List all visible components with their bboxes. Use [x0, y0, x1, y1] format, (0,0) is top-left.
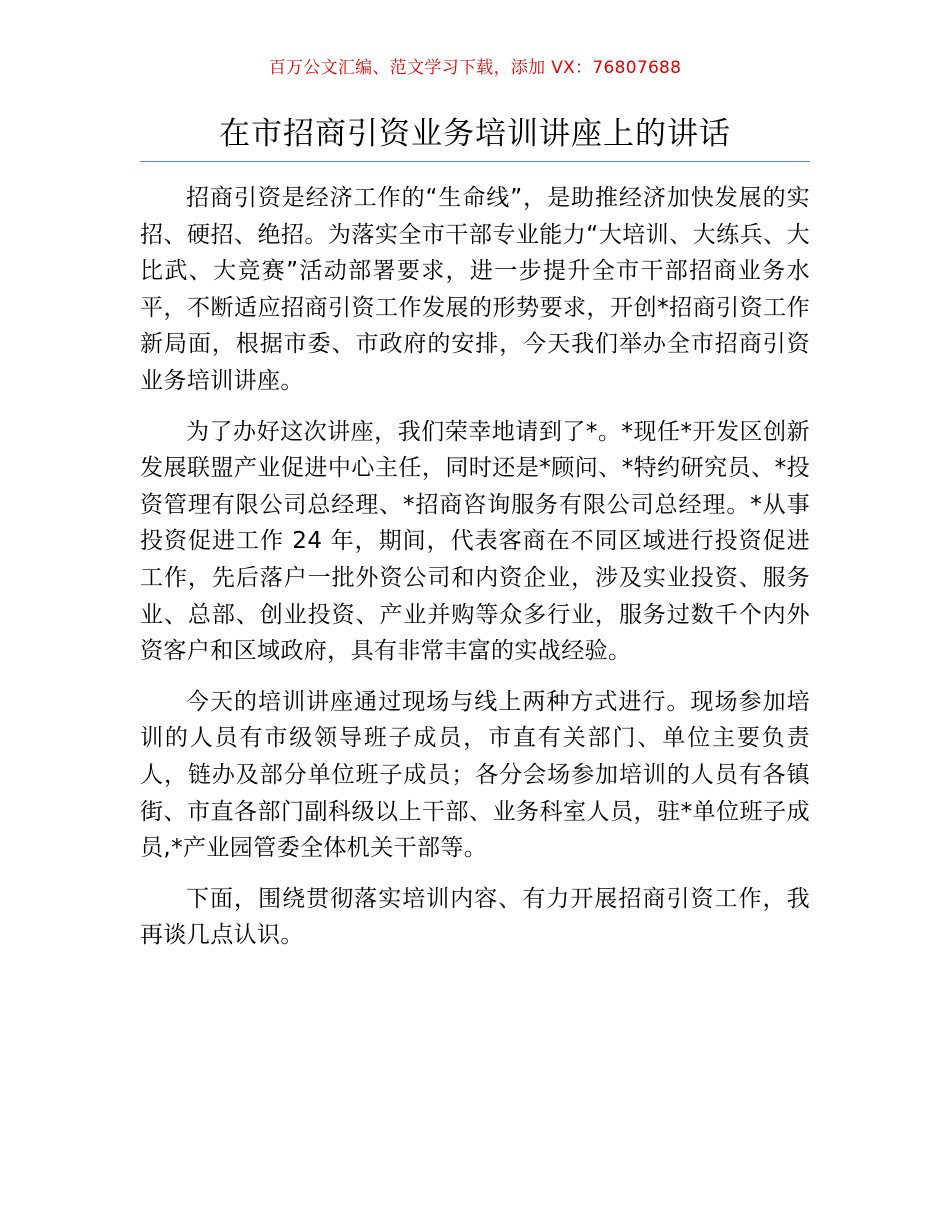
paragraph-3: 今天的培训讲座通过现场与线上两种方式进行。现场参加培训的人员有市级领导班子成员，市直有关部门、单位主要负责人，链办及部分单位班子成员；各分会场参加培训的人员有各镇街、市直各部门副科级以上干部、业务科室人员，驻*单位班子成员,*产业园管委全体机关干部等。 [140, 688, 810, 862]
paragraph-1: 招商引资是经济工作的“生命线”，是助推经济加快发展的实招、硬招、绝招。为落实全市干部专业能力“大培训、大练兵、大比武、大竞赛”活动部署要求，进一步提升全市干部招商业务水平，不断适应招商引资工作发展的形势要求，开创*招商引资工作新局面，根据市委、市政府的安排，今天我们举办全市招商引资业务培训讲座。 [140, 185, 810, 394]
paragraph-4: 下面，围绕贯彻落实培训内容、有力开展招商引资工作，我再谈几点认识。 [140, 885, 810, 949]
paragraph-2: 为了办好这次讲座，我们荣幸地请到了*。*现任*开发区创新发展联盟产业促进中心主任，同时还是*顾问、*特约研究员、*投资管理有限公司总经理、*招商咨询服务有限公司总经理。*从事投资促进工作 24 年，期间，代表客商在不同区域进行投资促进工作，先后落户一批外资公司和内资企业，涉及实业投资、服务业、总部、创业投资、产业并购等众多行业，服务过数千个内外资客户和区域政府，具有非常丰富的实战经验。 [140, 418, 810, 665]
document-body [140, 180, 810, 968]
document-title: 在市招商引资业务培训讲座上的讲话 [219, 116, 731, 152]
header-note: 百万公文汇编、范文学习下载，添加 VX：76807688 [268, 58, 682, 78]
title-underline [140, 161, 810, 162]
